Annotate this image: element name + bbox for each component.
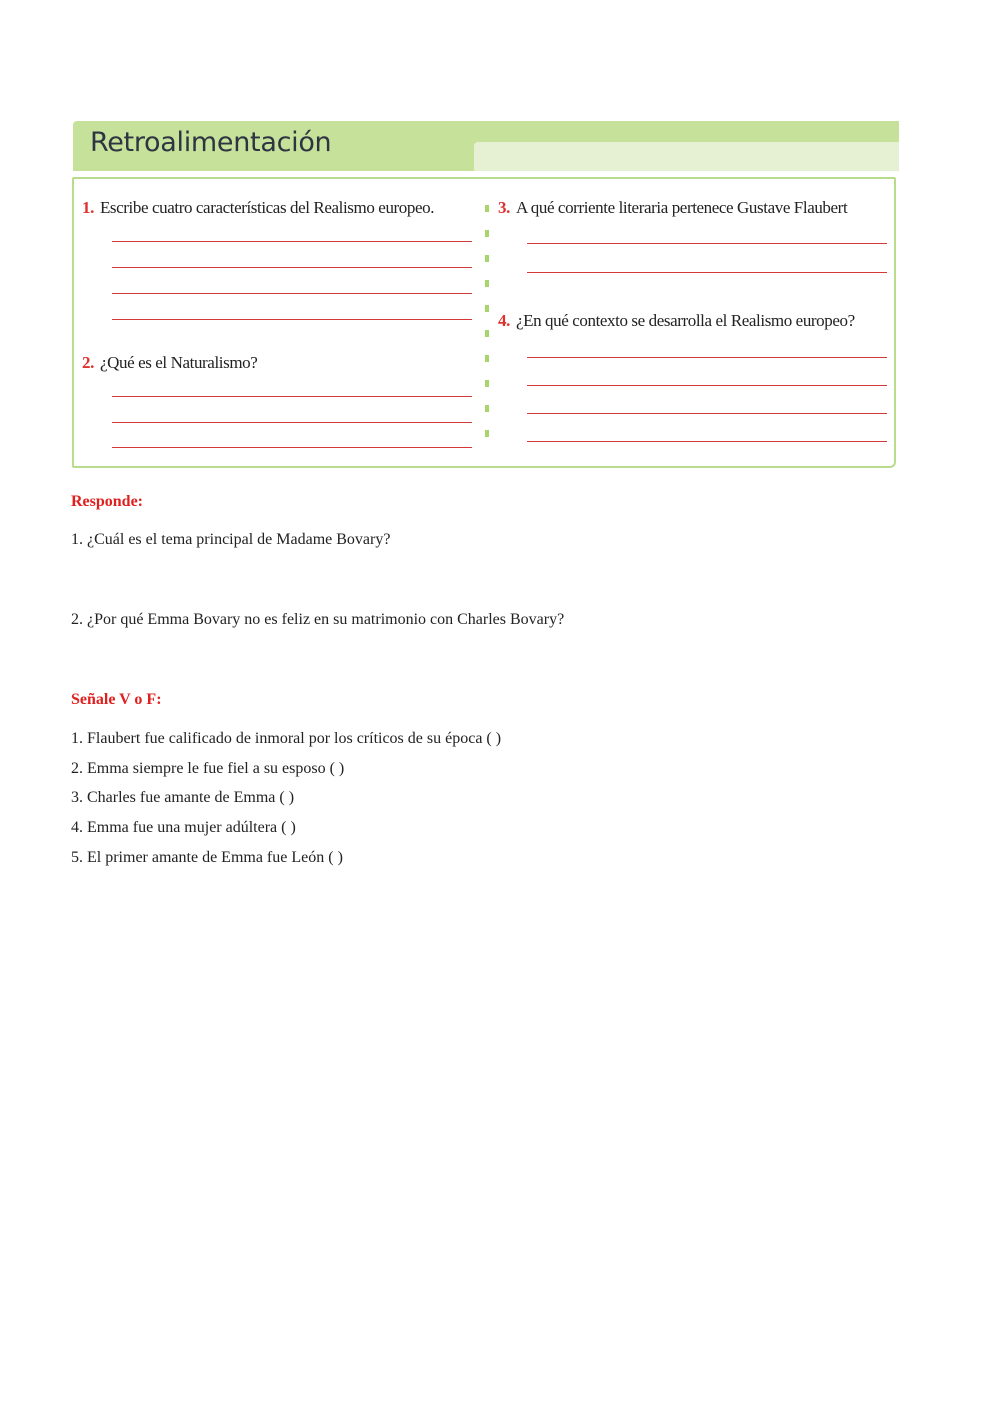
vf-item-3: 3. Charles fue amante de Emma ( ) [71, 789, 295, 806]
question-3-number: 3. [498, 198, 510, 217]
vf-item-2: 2. Emma siempre le fue fiel a su esposo ( ) [71, 760, 345, 777]
responde-heading: Responde: [71, 493, 144, 510]
question-4-text: ¿En qué contexto se desarrolla el Realismo europeo? [515, 311, 855, 330]
answer-line-q4-3[interactable] [527, 413, 887, 414]
question-2-number: 2. [82, 353, 94, 372]
answer-line-q2-3[interactable] [112, 447, 472, 448]
answer-line-q1-4[interactable] [112, 319, 472, 320]
question-1 [82, 198, 434, 218]
question-3 [498, 198, 847, 218]
question-2-text: ¿Qué es el Naturalismo? [99, 353, 258, 372]
question-3-text: A qué corriente literaria pertenece Gustave Flaubert [515, 198, 848, 217]
vf-item-4: 4. Emma fue una mujer adúltera ( ) [71, 819, 296, 836]
responde-item-2: 2. ¿Por qué Emma Bovary no es feliz en su matrimonio con Charles Bovary? [71, 611, 565, 628]
answer-line-q3-1[interactable] [527, 243, 887, 244]
answer-line-q4-4[interactable] [527, 441, 887, 442]
question-2 [82, 353, 257, 373]
question-4-number: 4. [498, 311, 510, 330]
answer-line-q1-1[interactable] [112, 241, 472, 242]
answer-line-q4-1[interactable] [527, 357, 887, 358]
answer-line-q3-2[interactable] [527, 272, 887, 273]
question-4 [498, 311, 855, 331]
question-1-number: 1. [82, 198, 94, 217]
answer-line-q2-1[interactable] [112, 396, 472, 397]
answer-line-q1-3[interactable] [112, 293, 472, 294]
vf-item-5: 5. El primer amante de Emma fue León ( ) [71, 849, 343, 866]
answer-line-q2-2[interactable] [112, 422, 472, 423]
responde-item-1: 1. ¿Cuál es el tema principal de Madame Bovary? [71, 531, 391, 548]
answer-line-q1-2[interactable] [112, 267, 472, 268]
page-title: Retroalimentación [90, 127, 332, 158]
header-banner-tab [474, 142, 899, 171]
vf-heading: Señale V o F: [71, 691, 162, 708]
answer-line-q4-2[interactable] [527, 385, 887, 386]
vf-item-1: 1. Flaubert fue calificado de inmoral por los críticos de su época ( ) [71, 730, 502, 747]
question-1-text: Escribe cuatro características del Realismo europeo. [99, 198, 435, 217]
column-divider [485, 205, 489, 445]
